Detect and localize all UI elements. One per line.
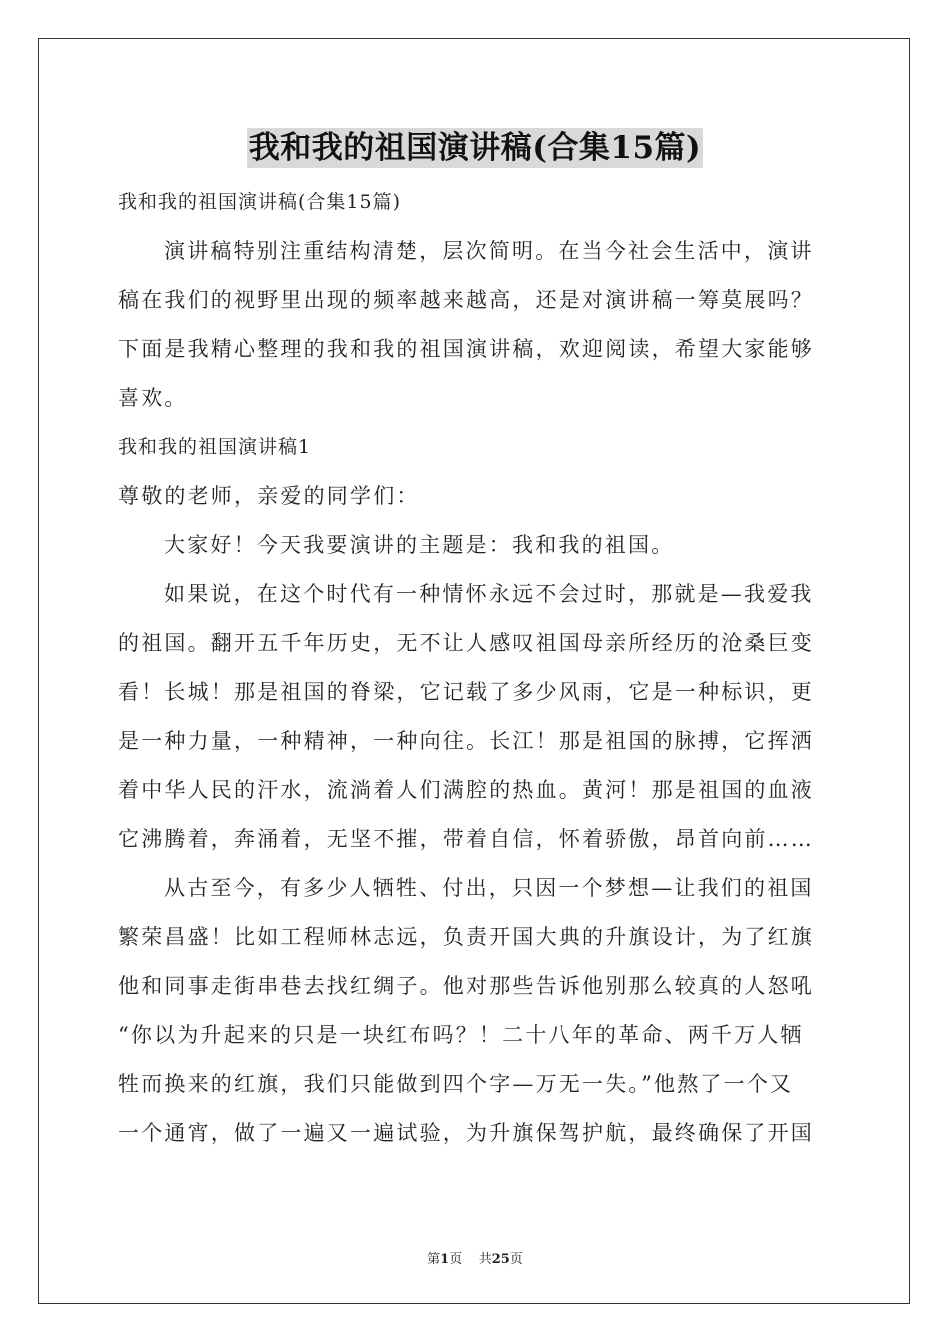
paragraph-line: 繁荣昌盛！比如工程师林志远，负责开国大典的升旗设计，为了红旗 — [118, 925, 814, 949]
document-body — [118, 178, 834, 1158]
paragraph-line: 着中华人民的汗水，流淌着人们满腔的热血。黄河！那是祖国的血液 — [118, 778, 814, 802]
paragraph-line: 如果说，在这个时代有一种情怀永远不会过时，那就是—我爱我 — [164, 582, 814, 606]
subtitle-line: 我和我的祖国演讲稿(合集15篇) — [118, 191, 402, 213]
paragraph-line: 大家好！今天我要演讲的主题是：我和我的祖国。 — [164, 533, 675, 557]
document-title: 我和我的祖国演讲稿(合集15篇) — [248, 130, 702, 166]
title-container — [0, 128, 950, 168]
paragraph-line: “你以为升起来的只是一块红布吗？！二十八年的革命、两千万人牺 — [118, 1023, 804, 1047]
page-footer — [0, 1248, 950, 1267]
salutation-line: 尊敬的老师，亲爱的同学们： — [118, 484, 420, 508]
paragraph-line: 牲而换来的红旗，我们只能做到四个字—万无一失。”他熬了一个又 — [118, 1072, 794, 1096]
page-number: 1 — [440, 1252, 450, 1267]
paragraph-line: 喜欢。 — [118, 386, 188, 410]
total-pages: 25 — [491, 1252, 510, 1267]
paragraph-line: 从古至今，有多少人牺牲、付出，只因一个梦想—让我们的祖国 — [164, 876, 814, 900]
page-suffix: 页 — [449, 1252, 463, 1267]
paragraph-line: 的祖国。翻开五千年历史，无不让人感叹祖国母亲所经历的沧桑巨变 — [118, 631, 814, 655]
paragraph-line: 它沸腾着，奔涌着，无坚不摧，带着自信，怀着骄傲，昂首向前…… — [118, 827, 814, 851]
paragraph-line: 看！长城！那是祖国的脊梁，它记载了多少风雨，它是一种标识，更 — [118, 680, 814, 704]
total-suffix: 页 — [509, 1252, 523, 1267]
paragraph-line: 是一种力量，一种精神，一种向往。长江！那是祖国的脉搏，它挥洒 — [118, 729, 814, 753]
paragraph-line: 稿在我们的视野里出现的频率越来越高，还是对演讲稿一筹莫展吗？ — [118, 288, 814, 312]
paragraph-line: 一个通宵，做了一遍又一遍试验，为升旗保驾护航，最终确保了开国 — [118, 1121, 814, 1145]
paragraph-line: 他和同事走街串巷去找红绸子。他对那些告诉他别那么较真的人怒吼 — [118, 974, 814, 998]
section-heading: 我和我的祖国演讲稿1 — [118, 436, 312, 458]
total-prefix: 共 — [478, 1252, 492, 1267]
paragraph-line: 演讲稿特别注重结构清楚，层次简明。在当今社会生活中，演讲 — [164, 239, 814, 263]
page-prefix: 第 — [427, 1252, 441, 1267]
paragraph-line: 下面是我精心整理的我和我的祖国演讲稿，欢迎阅读，希望大家能够 — [118, 337, 814, 361]
